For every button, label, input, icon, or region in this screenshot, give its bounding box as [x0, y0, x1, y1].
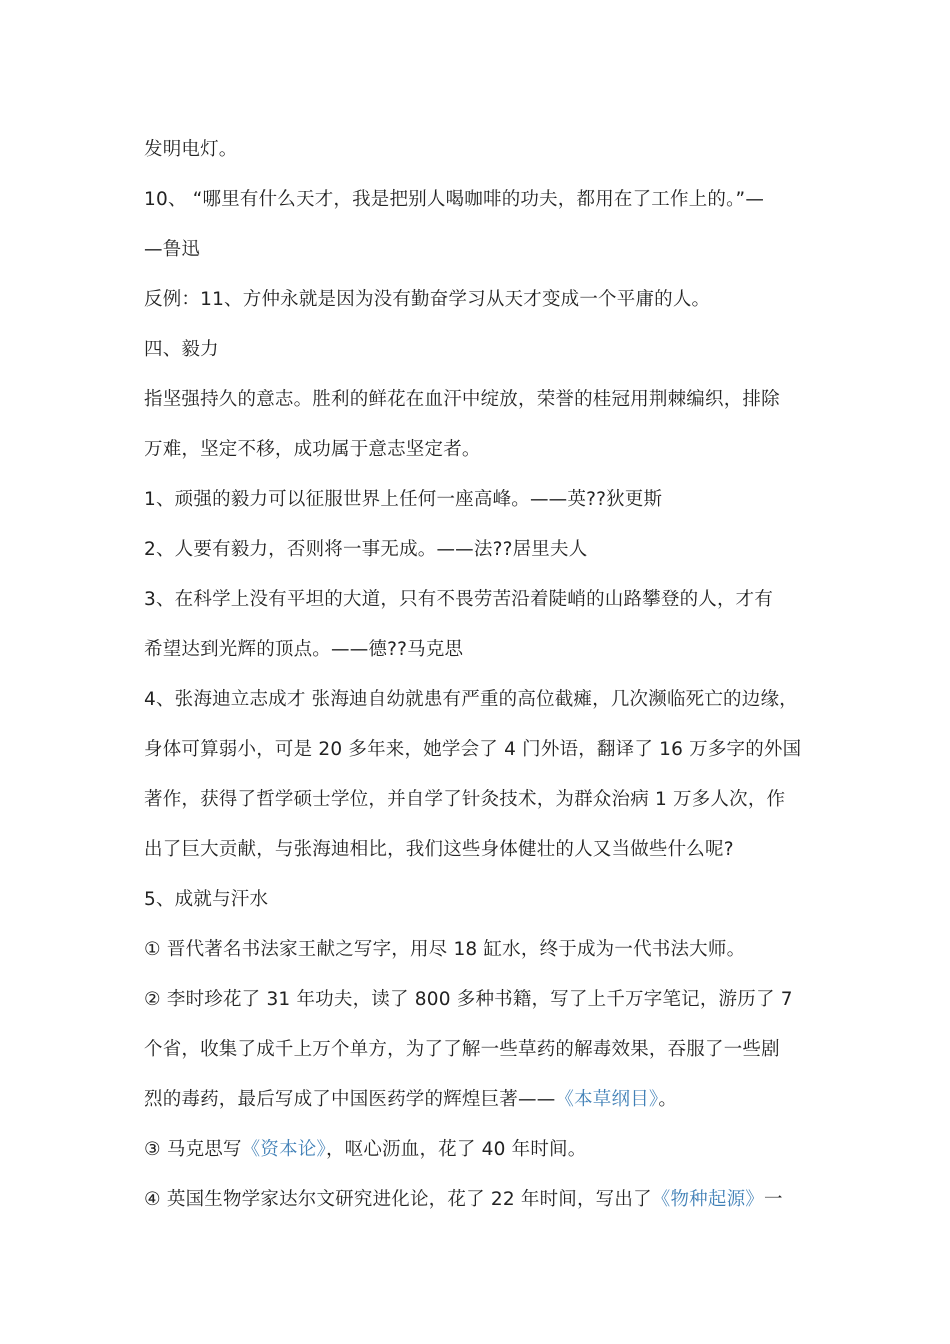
text-line: 个省，收集了成千上万个单方，为了了解一些草药的解毒效果，吞服了一些剧 [144, 1039, 780, 1060]
text-segment: 一 [763, 1189, 783, 1210]
text-segment: ，呕心沥血，花了 40 年时间。 [325, 1139, 587, 1160]
text-line: 万难，坚定不移，成功属于意志坚定者。 [144, 439, 481, 460]
book-link-bencao-gangmu[interactable]: 《本草纲目》 [555, 1089, 659, 1110]
text-segment: ③ 马克思写 [144, 1139, 242, 1160]
text-line: 反例：11、方仲永就是因为没有勤奋学习从天才变成一个平庸的人。 [144, 289, 711, 310]
text-line: 4、张海迪立志成才 张海迪自幼就患有严重的高位截瘫，几次濒临死亡的边缘， [144, 689, 798, 710]
text-line: 1、顽强的毅力可以征服世界上任何一座高峰。——英??狄更斯 [144, 489, 663, 510]
text-segment: 烈的毒药，最后写成了中国医药学的辉煌巨著—— [144, 1089, 556, 1110]
book-link-origin-of-species[interactable]: 《物种起源》 [651, 1189, 764, 1210]
text-line: 出了巨大贡献，与张海迪相比，我们这些身体健壮的人又当做些什么呢? [144, 839, 734, 860]
text-line: ② 李时珍花了 31 年功夫，读了 800 多种书籍，写了上千万字笔记，游历了 7 [144, 989, 793, 1010]
section-heading: 四、毅力 [144, 339, 219, 360]
text-line: 希望达到光辉的顶点。——德??马克思 [144, 639, 464, 660]
text-segment: 。 [658, 1089, 678, 1110]
text-line [144, 1137, 814, 1163]
text-line [144, 1187, 814, 1213]
text-line: 3、在科学上没有平坦的大道，只有不畏劳苦沿着陡峭的山路攀登的人，才有 [144, 589, 774, 610]
text-segment: ④ 英国生物学家达尔文研究进化论，花了 22 年时间，写出了 [144, 1189, 652, 1210]
text-line: ① 晋代著名书法家王献之写字，用尽 18 缸水，终于成为一代书法大师。 [144, 939, 746, 960]
text-line [144, 1087, 814, 1113]
text-line: —鲁迅 [144, 239, 201, 260]
text-line: 著作，获得了哲学硕士学位，并自学了针灸技术，为群众治病 1 万多人次，作 [144, 789, 786, 810]
text-line: 指坚强持久的意志。胜利的鲜花在血汗中绽放，荣誉的桂冠用荆棘编织，排除 [144, 389, 780, 410]
text-line: 10、 “哪里有什么天才，我是把别人喝咖啡的功夫，都用在了工作上的。”— [144, 189, 765, 210]
text-line: 身体可算弱小，可是 20 多年来，她学会了 4 门外语，翻译了 16 万多字的外国 [144, 739, 802, 760]
text-line: 5、成就与汗水 [144, 889, 269, 910]
text-line: 2、人要有毅力，否则将一事无成。——法??居里夫人 [144, 539, 588, 560]
text-line: 发明电灯。 [144, 139, 238, 160]
book-link-das-kapital[interactable]: 《资本论》 [241, 1139, 326, 1160]
